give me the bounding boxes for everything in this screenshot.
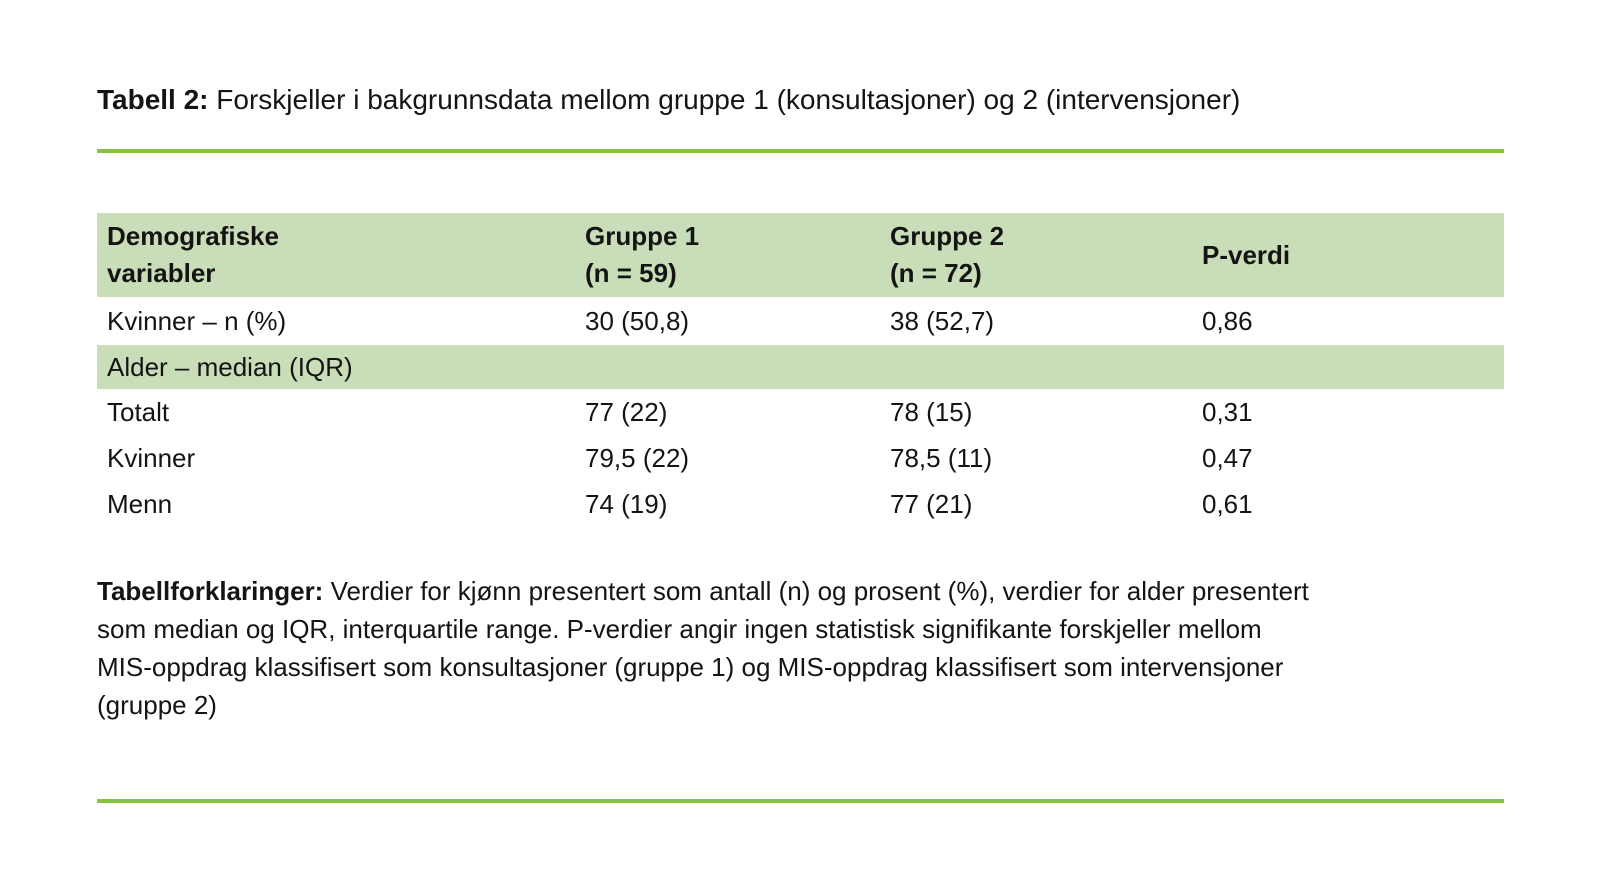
- caption-line-4: (gruppe 2): [97, 690, 217, 720]
- header-line: Demografiske: [107, 221, 279, 251]
- top-divider-line: [97, 149, 1504, 153]
- cell-gruppe1: 77 (22): [585, 396, 668, 427]
- header-demografiske-variabler: [97, 213, 575, 297]
- cell-label: Kvinner: [107, 442, 196, 473]
- cell-p-verdi: 0,47: [1202, 442, 1253, 473]
- row-alder-section: [97, 345, 1504, 389]
- caption-line-2: som median og IQR, interquartile range. P-verdier angir ingen statistisk signifikante forskjeller mellom: [97, 614, 1262, 644]
- caption-label: Tabellforklaringer:: [97, 576, 324, 606]
- table-title-label: Tabell 2:: [97, 84, 209, 115]
- header-line: Gruppe 1: [585, 221, 700, 251]
- row-menn: [97, 481, 1504, 527]
- header-line: P-verdi: [1202, 239, 1291, 270]
- header-line: (n = 59): [585, 258, 677, 288]
- table-body: [97, 297, 1504, 527]
- cell-label: Totalt: [107, 396, 170, 427]
- bottom-divider-line: [97, 799, 1504, 803]
- cell-label: Menn: [107, 488, 173, 519]
- demographics-table: [97, 213, 1504, 527]
- section-label: Alder – median (IQR): [97, 345, 1504, 389]
- header-line: variabler: [107, 258, 216, 288]
- header-line: (n = 72): [890, 258, 982, 288]
- cell-gruppe2: 38 (52,7): [890, 305, 995, 336]
- table-caption: [97, 572, 1309, 724]
- cell-gruppe1: 74 (19): [585, 488, 668, 519]
- table-title: [97, 82, 1240, 118]
- caption-line-3: MIS-oppdrag klassifisert som konsultasjoner (gruppe 1) og MIS-oppdrag klassifisert som intervensjoner: [97, 652, 1284, 682]
- caption-line-1: [97, 572, 1309, 610]
- cell-gruppe2: 78 (15): [890, 396, 973, 427]
- cell-gruppe2: 78,5 (11): [890, 442, 993, 473]
- header-line: Gruppe 2: [890, 221, 1005, 251]
- row-kvinner-alder: [97, 435, 1504, 481]
- cell-p-verdi: 0,61: [1202, 488, 1253, 519]
- cell-gruppe1: 30 (50,8): [585, 305, 690, 336]
- cell-label: Kvinner – n (%): [107, 305, 287, 336]
- table-title-text: Forskjeller i bakgrunnsdata mellom gruppe 1 (konsultasjoner) og 2 (intervensjoner): [216, 84, 1241, 115]
- caption-text: Verdier for kjønn presentert som antall (n) og prosent (%), verdier for alder presentert: [330, 576, 1309, 606]
- cell-gruppe2: 77 (21): [890, 488, 973, 519]
- cell-p-verdi: 0,31: [1202, 396, 1253, 427]
- table-header-row: [97, 213, 1504, 297]
- header-gruppe-1: [575, 213, 880, 297]
- row-totalt: [97, 389, 1504, 435]
- header-gruppe-2: [880, 213, 1192, 297]
- row-kvinner-n: [97, 297, 1504, 345]
- cell-p-verdi: 0,86: [1202, 305, 1253, 336]
- cell-gruppe1: 79,5 (22): [585, 442, 690, 473]
- table-header: [97, 213, 1504, 297]
- header-p-verdi: [1192, 213, 1504, 297]
